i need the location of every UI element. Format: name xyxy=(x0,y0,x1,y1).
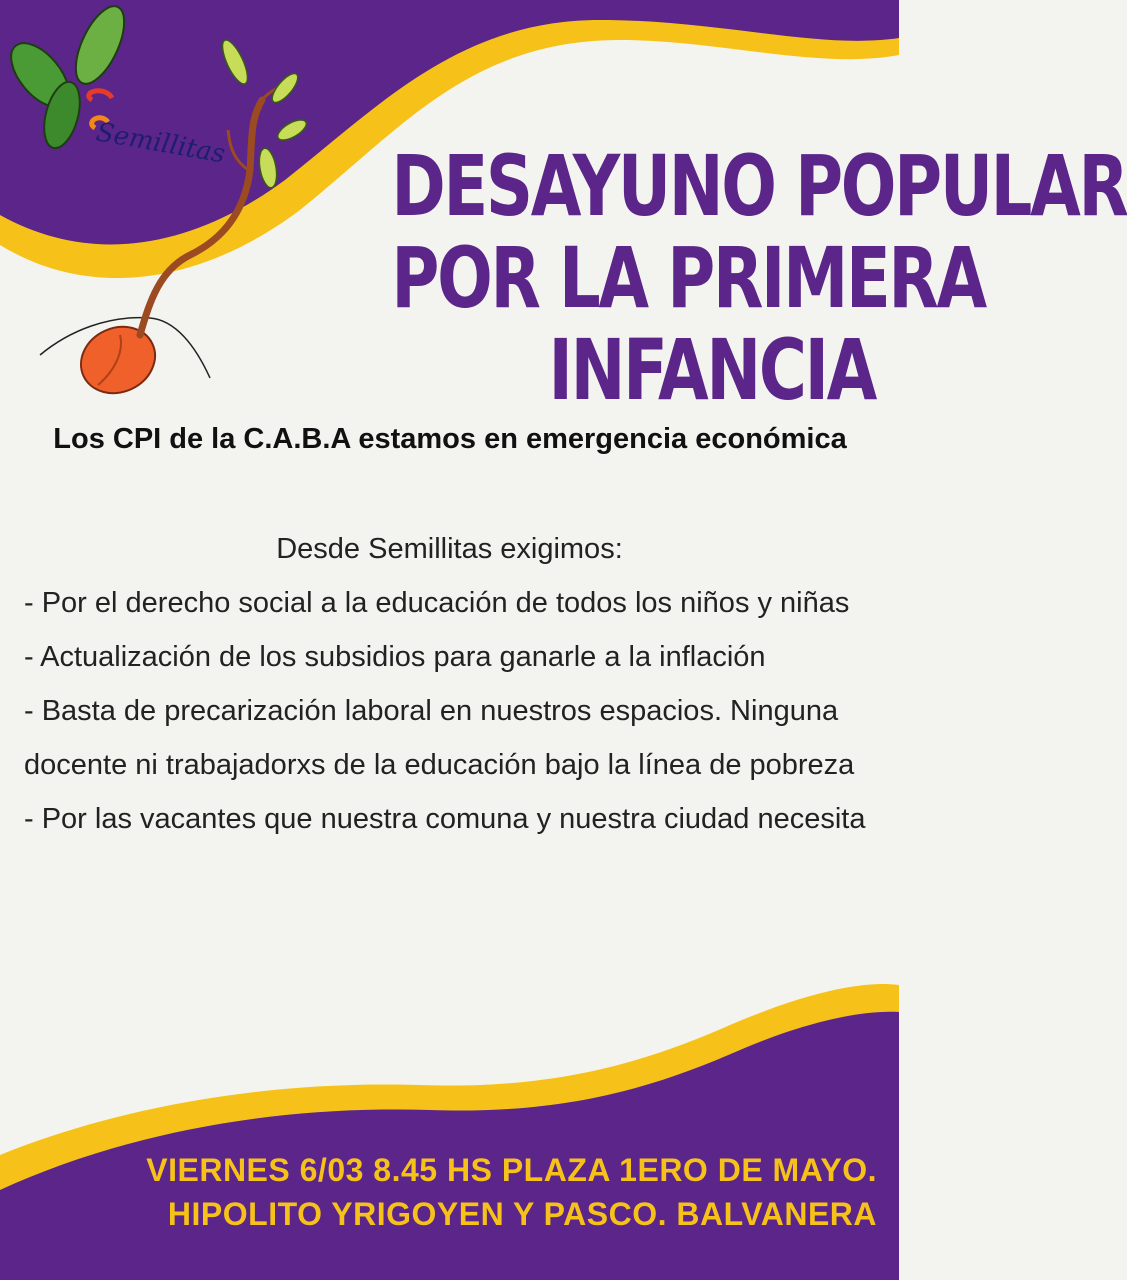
bottom-purple-wave xyxy=(0,1012,899,1280)
event-details: VIERNES 6/03 8.45 HS PLAZA 1ERO DE MAYO. HIPOLITO YRIGOYEN Y PASCO. BALVANERA xyxy=(146,1152,877,1232)
demand-item-1: - Por el derecho social a la educación de todos los niños y niñas xyxy=(24,587,850,619)
lead-statement: Los CPI de la C.A.B.A estamos en emergencia económica xyxy=(53,423,847,455)
logo-text: Semillitas xyxy=(93,117,228,170)
demand-item-2: - Actualización de los subsidios para ganarle a la inflación xyxy=(24,641,766,673)
demands-list xyxy=(24,576,874,846)
title-line-1: DESAYUNO POPULAR xyxy=(391,137,1127,235)
title-line-3: INFANCIA xyxy=(548,321,875,419)
title-line-2: POR LA PRIMERA xyxy=(391,229,985,327)
demand-item-3: - Basta de precarización laboral en nuestros espacios. Ninguna docente ni trabajadorxs de la educación bajo la línea de pobreza xyxy=(24,695,855,781)
poster-title xyxy=(391,137,1127,419)
demand-item-4: - Por las vacantes que nuestra comuna y nuestra ciudad necesita xyxy=(24,803,866,835)
intro-text: Desde Semillitas exigimos: xyxy=(276,533,623,565)
